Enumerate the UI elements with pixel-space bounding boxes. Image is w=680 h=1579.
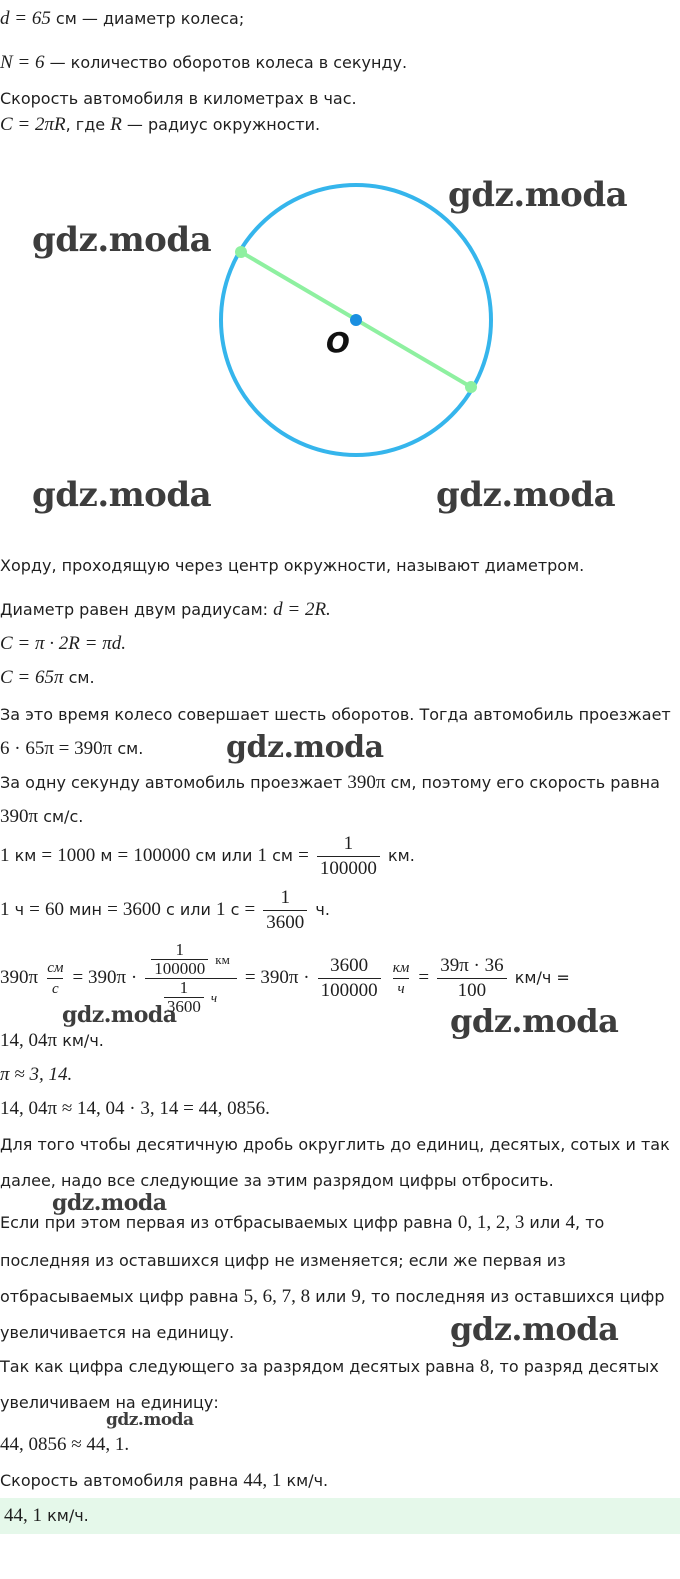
text-line-6: Диаметр равен двум радиусам: d = 2R.	[0, 599, 331, 620]
watermark: gdz.moda	[32, 220, 212, 260]
text-line-16: 14, 04π км/ч.	[0, 1030, 104, 1051]
fraction-1-3600: $\frac{1}{3600}$	[263, 886, 307, 935]
text-line-14: 1 ч = 60 мин = 3600 с или 1 с = $\frac{1}{3600}$ ч.	[0, 887, 330, 933]
text-line-8: C = 65π см.	[0, 667, 95, 688]
math-d-eq: d = 65	[0, 8, 51, 29]
text-line-12: 390π см/с.	[0, 806, 84, 827]
text-line-10: 6 · 65π = 390π см.	[0, 738, 144, 759]
circle-diagram	[0, 170, 680, 470]
center-label: O	[326, 326, 350, 359]
text-line-1: d = 65 см — диаметр колеса;	[0, 8, 245, 29]
text-line-20: далее, надо все следующие за этим разрядом цифры отбросить.	[0, 1171, 554, 1190]
diameter-endpoint-right	[465, 381, 477, 393]
answer-box	[0, 1498, 680, 1534]
watermark: gdz.moda	[450, 1310, 619, 1348]
text-line-23: отбрасываемых цифр равна 5, 6, 7, 8 или 9, то последняя из оставшихся цифр	[0, 1286, 665, 1307]
fraction-39pi36-100: $\frac{39\pi \cdot 36}{100}$	[437, 954, 506, 1003]
answer-line: 44, 1 км/ч.	[4, 1505, 89, 1526]
text-line-5: Хорду, проходящую через центр окружности, называют диаметром.	[0, 556, 585, 575]
compound-fraction: $\frac{1}{100000}$ км $\frac{1}{3600}$ ч	[145, 941, 237, 1016]
watermark: gdz.moda	[106, 1410, 194, 1430]
text-line-26: увеличиваем на единицу:	[0, 1393, 219, 1412]
text-line-25: Так как цифра следующего за разрядом десятых равна 8, то разряд десятых	[0, 1356, 659, 1377]
watermark: gdz.moda	[448, 175, 628, 215]
text-line-15-equation: 390π см с = 390π · $\frac{1}{100000}$ км $\frac{1}{3600}$ ч = 390π · $\frac{3600}{100000}$ км ч = $\frac{39\pi \cdot 36}{100}$ км/ч =	[0, 940, 570, 1016]
diameter-endpoint-left	[235, 246, 247, 258]
text-line-9: За это время колесо совершает шесть оборотов. Тогда автомобиль проезжает	[0, 705, 671, 724]
text-line-27: 44, 0856 ≈ 44, 1.	[0, 1434, 130, 1455]
text-line-3: Скорость автомобиля в километрах в час.	[0, 89, 357, 108]
center-point	[350, 314, 362, 326]
watermark: gdz.moda	[450, 1002, 619, 1040]
text-line-19: Для того чтобы десятичную дробь округлить до единиц, десятых, сотых и так	[0, 1135, 670, 1154]
watermark: gdz.moda	[436, 475, 616, 515]
text-line-13: 1 км = 1000 м = 100000 см или 1 см = $\frac{1}{100000}$ км.	[0, 833, 415, 879]
text-line-2: N = 6 — количество оборотов колеса в секунду.	[0, 52, 408, 73]
fraction-3600-100000: $\frac{3600}{100000}$	[318, 954, 381, 1003]
text-line-18: 14, 04π ≈ 14, 04 · 3, 14 = 44, 0856.	[0, 1098, 270, 1119]
text-line-21: Если при этом первая из отбрасываемых цифр равна 0, 1, 2, 3 или 4, то	[0, 1212, 605, 1233]
math-n-eq: N = 6	[0, 52, 45, 73]
text-line-17: π ≈ 3, 14.	[0, 1064, 73, 1085]
text-line-28: Скорость автомобиля равна 44, 1 км/ч.	[0, 1470, 329, 1491]
watermark: gdz.moda	[52, 1190, 167, 1216]
fraction-1-100000: $\frac{1}{100000}$	[317, 832, 380, 881]
watermark: gdz.moda	[62, 1002, 177, 1028]
unit-km-per-h: км ч	[392, 960, 410, 997]
text-line-11: За одну секунду автомобиль проезжает 390π см, поэтому его скорость равна	[0, 772, 660, 793]
text-line-22: последняя из оставшихся цифр не изменяется; если же первая из	[0, 1251, 566, 1270]
watermark: gdz.moda	[32, 475, 212, 515]
text-line-24: увеличивается на единицу.	[0, 1323, 235, 1342]
text-line-4: C = 2πR, где R — радиус окружности.	[0, 114, 321, 135]
text-line-7: C = π · 2R = πd.	[0, 633, 126, 654]
watermark: gdz.moda	[226, 730, 384, 765]
unit-cm-per-s: см с	[47, 960, 64, 997]
